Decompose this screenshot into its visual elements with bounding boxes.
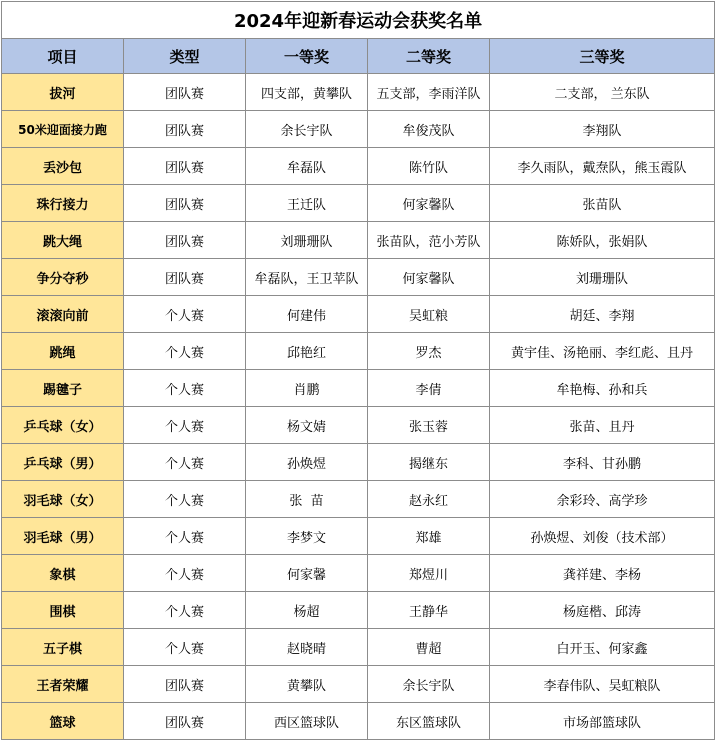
third-prize: 二支部， 兰东队 bbox=[490, 74, 715, 111]
table-row bbox=[2, 259, 715, 296]
table-row bbox=[2, 444, 715, 481]
third-prize: 陈娇队，张娟队 bbox=[490, 222, 715, 259]
first-prize: 赵晓晴 bbox=[246, 629, 368, 666]
header-item: 项目 bbox=[2, 39, 124, 74]
second-prize: 何家馨队 bbox=[368, 259, 490, 296]
event-name: 珠行接力 bbox=[2, 185, 124, 222]
event-name: 踢毽子 bbox=[2, 370, 124, 407]
first-prize: 黄攀队 bbox=[246, 666, 368, 703]
third-prize: 黄宇佳、汤艳丽、李红彪、且丹 bbox=[490, 333, 715, 370]
table-row bbox=[2, 370, 715, 407]
event-type: 个人赛 bbox=[124, 333, 246, 370]
first-prize: 牟磊队 bbox=[246, 148, 368, 185]
second-prize: 牟俊茂队 bbox=[368, 111, 490, 148]
event-name: 跳绳 bbox=[2, 333, 124, 370]
second-prize: 张苗队，范小芳队 bbox=[368, 222, 490, 259]
table-row bbox=[2, 703, 715, 740]
third-prize: 杨庭楷、邱涛 bbox=[490, 592, 715, 629]
third-prize: 余彩玲、高学珍 bbox=[490, 481, 715, 518]
third-prize: 龚祥建、李杨 bbox=[490, 555, 715, 592]
third-prize: 李翔队 bbox=[490, 111, 715, 148]
third-prize: 张苗队 bbox=[490, 185, 715, 222]
second-prize: 郑煜川 bbox=[368, 555, 490, 592]
first-prize: 李梦文 bbox=[246, 518, 368, 555]
third-prize: 李春伟队、吴虹粮队 bbox=[490, 666, 715, 703]
second-prize: 郑雄 bbox=[368, 518, 490, 555]
table-row bbox=[2, 555, 715, 592]
second-prize: 赵永红 bbox=[368, 481, 490, 518]
header-row bbox=[2, 39, 715, 74]
third-prize: 张苗、且丹 bbox=[490, 407, 715, 444]
second-prize: 吴虹粮 bbox=[368, 296, 490, 333]
third-prize: 白开玉、何家鑫 bbox=[490, 629, 715, 666]
first-prize: 四支部，黄攀队 bbox=[246, 74, 368, 111]
event-type: 个人赛 bbox=[124, 296, 246, 333]
first-prize: 刘珊珊队 bbox=[246, 222, 368, 259]
second-prize: 王静华 bbox=[368, 592, 490, 629]
table-row bbox=[2, 74, 715, 111]
second-prize: 余长宇队 bbox=[368, 666, 490, 703]
event-name: 拔河 bbox=[2, 74, 124, 111]
event-type: 个人赛 bbox=[124, 555, 246, 592]
event-name: 羽毛球（男） bbox=[2, 518, 124, 555]
event-type: 个人赛 bbox=[124, 444, 246, 481]
event-type: 团队赛 bbox=[124, 185, 246, 222]
table-row bbox=[2, 296, 715, 333]
event-name: 丢沙包 bbox=[2, 148, 124, 185]
table-title: 2024年迎新春运动会获奖名单 bbox=[2, 2, 715, 39]
event-type: 团队赛 bbox=[124, 666, 246, 703]
second-prize: 曹超 bbox=[368, 629, 490, 666]
event-type: 团队赛 bbox=[124, 111, 246, 148]
table-row bbox=[2, 222, 715, 259]
second-prize: 何家馨队 bbox=[368, 185, 490, 222]
event-type: 个人赛 bbox=[124, 370, 246, 407]
third-prize: 胡廷、李翔 bbox=[490, 296, 715, 333]
second-prize: 五支部，李雨洋队 bbox=[368, 74, 490, 111]
first-prize: 何家馨 bbox=[246, 555, 368, 592]
event-type: 个人赛 bbox=[124, 481, 246, 518]
first-prize: 牟磊队，王卫苹队 bbox=[246, 259, 368, 296]
table-row bbox=[2, 407, 715, 444]
event-name: 羽毛球（女） bbox=[2, 481, 124, 518]
event-type: 团队赛 bbox=[124, 703, 246, 740]
event-name: 乒乓球（男） bbox=[2, 444, 124, 481]
table-row bbox=[2, 518, 715, 555]
event-type: 团队赛 bbox=[124, 74, 246, 111]
third-prize: 李科、甘孙鹏 bbox=[490, 444, 715, 481]
award-table bbox=[1, 1, 715, 740]
third-prize: 市场部篮球队 bbox=[490, 703, 715, 740]
table-row bbox=[2, 111, 715, 148]
table-row bbox=[2, 185, 715, 222]
table-row bbox=[2, 481, 715, 518]
event-name: 象棋 bbox=[2, 555, 124, 592]
second-prize: 揭继东 bbox=[368, 444, 490, 481]
event-type: 团队赛 bbox=[124, 222, 246, 259]
first-prize: 张 苗 bbox=[246, 481, 368, 518]
event-type: 个人赛 bbox=[124, 629, 246, 666]
third-prize: 刘珊珊队 bbox=[490, 259, 715, 296]
event-type: 个人赛 bbox=[124, 518, 246, 555]
first-prize: 西区篮球队 bbox=[246, 703, 368, 740]
table-row bbox=[2, 148, 715, 185]
second-prize: 陈竹队 bbox=[368, 148, 490, 185]
first-prize: 杨文婧 bbox=[246, 407, 368, 444]
event-name: 围棋 bbox=[2, 592, 124, 629]
third-prize: 孙焕煜、刘俊（技术部） bbox=[490, 518, 715, 555]
event-type: 团队赛 bbox=[124, 148, 246, 185]
event-name: 50米迎面接力跑 bbox=[2, 111, 124, 148]
first-prize: 何建伟 bbox=[246, 296, 368, 333]
second-prize: 东区篮球队 bbox=[368, 703, 490, 740]
event-name: 跳大绳 bbox=[2, 222, 124, 259]
event-type: 团队赛 bbox=[124, 259, 246, 296]
second-prize: 张玉蓉 bbox=[368, 407, 490, 444]
header-third-prize: 三等奖 bbox=[490, 39, 715, 74]
event-name: 争分夺秒 bbox=[2, 259, 124, 296]
third-prize: 李久雨队，戴焘队，熊玉霞队 bbox=[490, 148, 715, 185]
event-type: 个人赛 bbox=[124, 407, 246, 444]
event-name: 篮球 bbox=[2, 703, 124, 740]
first-prize: 孙焕煜 bbox=[246, 444, 368, 481]
first-prize: 杨超 bbox=[246, 592, 368, 629]
event-name: 乒乓球（女） bbox=[2, 407, 124, 444]
table-row bbox=[2, 333, 715, 370]
table-row bbox=[2, 666, 715, 703]
event-name: 滚滚向前 bbox=[2, 296, 124, 333]
table-row bbox=[2, 629, 715, 666]
first-prize: 肖鹏 bbox=[246, 370, 368, 407]
second-prize: 罗杰 bbox=[368, 333, 490, 370]
header-first-prize: 一等奖 bbox=[246, 39, 368, 74]
event-name: 王者荣耀 bbox=[2, 666, 124, 703]
header-type: 类型 bbox=[124, 39, 246, 74]
event-type: 个人赛 bbox=[124, 592, 246, 629]
table-row bbox=[2, 592, 715, 629]
third-prize: 牟艳梅、孙和兵 bbox=[490, 370, 715, 407]
second-prize: 李倩 bbox=[368, 370, 490, 407]
first-prize: 邱艳红 bbox=[246, 333, 368, 370]
first-prize: 余长宇队 bbox=[246, 111, 368, 148]
first-prize: 王迁队 bbox=[246, 185, 368, 222]
header-second-prize: 二等奖 bbox=[368, 39, 490, 74]
event-name: 五子棋 bbox=[2, 629, 124, 666]
